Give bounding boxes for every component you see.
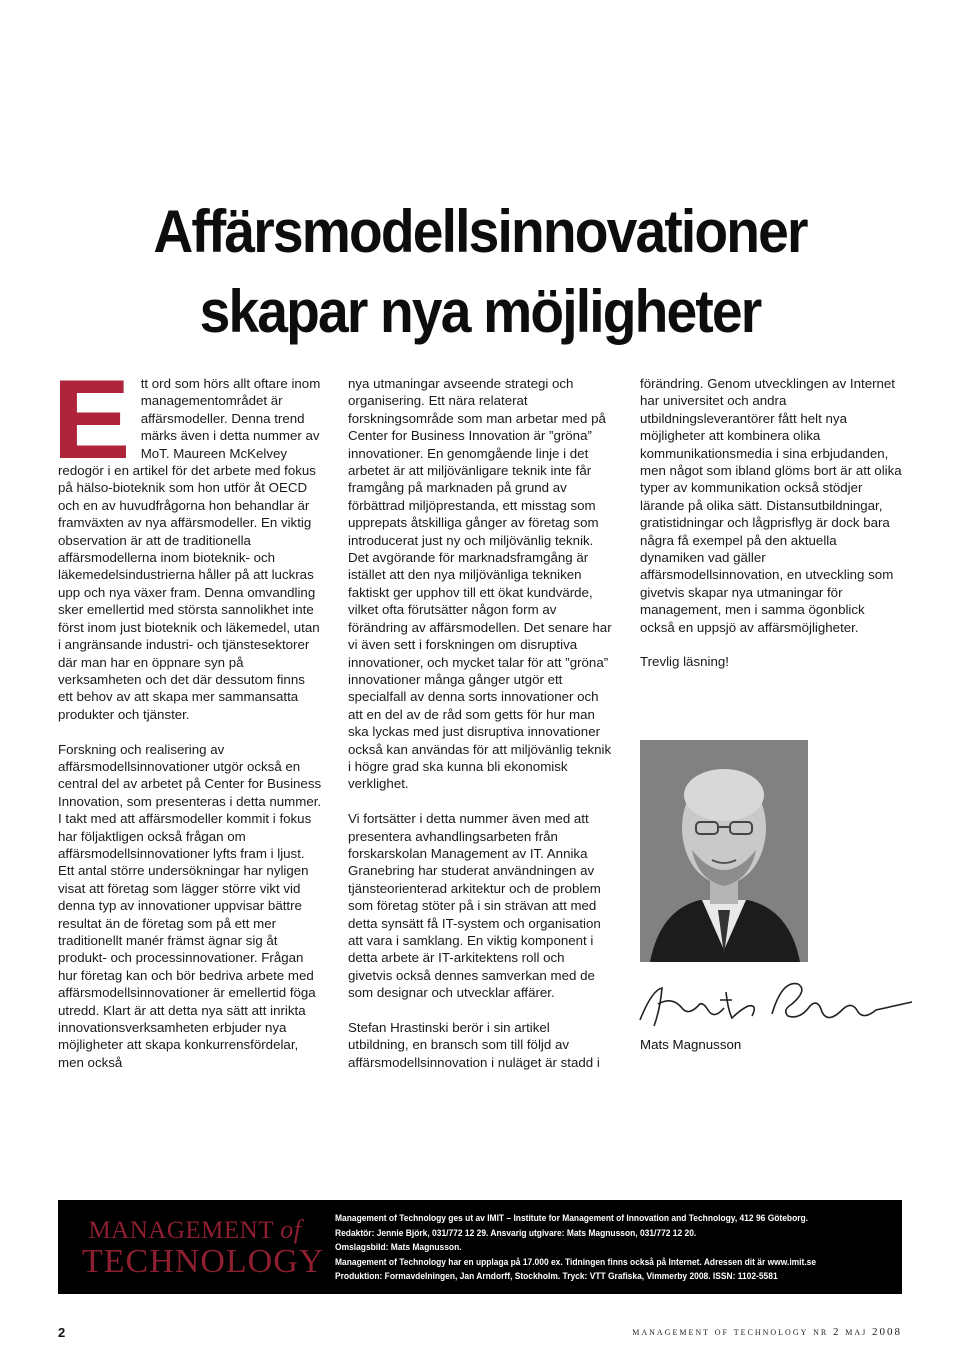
colophon-line: Management of Technology har en upplaga på 17.000 ex. Tidningen finns också på Internet. Adressen dit är www.imit.se — [335, 1255, 817, 1267]
colophon-line: Omslagsbild: Mats Magnusson. — [335, 1241, 462, 1253]
paragraph: Forskning och realisering av affärsmodellsinnovationer utgör också en central del av arbetet på Center for Business Innovation, som presenteras i detta nummer. I takt med att affärsmodeller kommit i fokus har följaktligen också frågan om affärsmodellsinnovationer lyfts fram i ljust. Ett antal större undersökningar har nyligen visat att företag som lägger större vikt vid denna typ av innovationer uppvisar bättre resultat än de företag som på ett mer traditionellt manér främst ägnar sig åt produkt- och processinnovationer. Frågan hur företag kan och bör bedriva arbete med affärsmodellsinnovationer är emellertid föga utredd. Klart är att detta nya sätt att inrikta innovationsverksamheten erbjuder nya möjligheter att skapa konkurrensfördelar, men också — [58, 741, 322, 1070]
magazine-logo — [82, 1215, 325, 1280]
page-number: 2 — [58, 1325, 66, 1340]
colophon-text — [335, 1211, 839, 1284]
paragraph-text: tt ord som hörs allt oftare inom managementområdet är affärsmodeller. Denna trend märks även i detta nummer av MoT. Maureen McKelvey redogör i en artikel för det arbete med fokus på hälso-bioteknik som hon utför åt OECD och en av huvudfrågorna hon behandlar är framväxten av nya affärsmodeller. En viktig observation är att de traditionella affärsmodellerna inom bioteknik- och läkemedelsindustrierna håller på att luckras upp och nya växer fram. Denna omvandling sker emellertid med största sannolikhet inte först inom just bioteknik och läkemedel, utan i angränsande industri- och tjänstesektorer där man har en öppnare syn på verksamheten och det där dessutom finns ett behov av att skapa mer sammansatta produkter och tjänster. — [58, 376, 321, 722]
paragraph: förändring. Genom utvecklingen av Internet har universitet och andra utbildningsleverantörer fått helt nya möjligheter att kombinera olika kommunikationsmedia i sina erbjudanden, men något som ibland glöms bort är att olika typer av kommunikation också stödjer lärande på olika sätt. Distansutbildningar, gratistidningar och lågprisflyg är dock bara några få exempel på den aktuella dynamiken vad gäller affärsmodellsinnovation, en utveckling som givetvis skapar nya utmaningar för management, men i samma ögonblick också en uppsjö av affärsmöjligheter. — [640, 376, 902, 635]
colophon-box — [58, 1200, 902, 1294]
colophon-line: Management of Technology ges ut av IMIT – Institute for Management of Innovation and Technology, 412 96 Göteborg. — [335, 1212, 809, 1223]
author-signature — [632, 970, 922, 1032]
article-title-line-1: Affärsmodellsinnovationer — [153, 198, 807, 265]
paragraph: Stefan Hrastinski berör i sin artikel utbildning, en bransch som till följd av affärsmodellsinnovation i nuläget är stadd i — [348, 1020, 600, 1070]
logo-of: of — [280, 1215, 302, 1244]
paragraph: Vi fortsätter i detta nummer även med att presentera avhandlingsarbeten från forskarskolan Management av IT. Annika Granebring har studerat användningen av tjänsteorienterad arkitektur och de problem som företag stöter på i sin strävan att med detta synsätt få IT-system och organisation att vara i samklang. En viktig komponent i detta arbete är IT-arkitektens roll och givetvis också dennes samverkan med de som designar och utvecklar affärer. — [348, 811, 601, 1001]
article-column-2 — [348, 375, 612, 1089]
portrait-caption: Mats Magnusson — [640, 1037, 742, 1052]
author-portrait — [640, 740, 808, 962]
article-column-1 — [52, 357, 322, 1089]
paragraph — [52, 357, 322, 723]
drop-cap: E — [52, 357, 131, 482]
running-footer: management of technology nr 2 maj 2008 — [632, 1326, 902, 1338]
article-title-line-2: skapar nya möjligheter — [199, 278, 761, 345]
logo-technology: TECHNOLOGY — [82, 1243, 325, 1280]
colophon-line: Redaktör: Jennie Björk, 031/772 12 29. Ansvarig utgivare: Mats Magnusson, 031/772 12 20. — [335, 1226, 697, 1238]
colophon-line: Produktion: Formavdelningen, Jan Arndorff, Stockholm. Tryck: VTT Grafiska, Vimmerby 2008. ISSN: 1102-5581 — [335, 1270, 778, 1282]
article-title — [38, 192, 921, 352]
paragraph: nya utmaningar avseende strategi och organisering. Ett nära relaterat forskningsområde som man arbetar med på Center for Business Innovation är ”gröna” innovationer. En genomgående linje i det arbetet är att miljövänligare teknik inte får framgång på marknaden på grund av förbättrad miljöprestanda, ett misstag som upprepats åtskilliga gånger av företag som introducerat just ny och miljövänlig teknik. Det avgörande för marknadsframgång är istället att den nya miljövänliga tekniken faktiskt ger upphov till ett ökat kundvärde, vilket ofta förutsätter någon form av förändring av affärsmodellen. Det senare har vi även sett i forskningen om disruptiva innovationer, och mycket talar för att ”gröna” innovationer många gånger utgör ett specialfall av denna sorts innovationer och att en del av de råd som getts för hur man ska lyckas med just disruptiva innovationer också kan användas för att miljövänlig teknik i högre grad ska kunna bli ekonomisk verklighet. — [348, 376, 612, 792]
article-column-3 — [640, 375, 902, 688]
closing-greeting: Trevlig läsning! — [640, 654, 729, 670]
logo-management: MANAGEMENT — [88, 1217, 274, 1244]
